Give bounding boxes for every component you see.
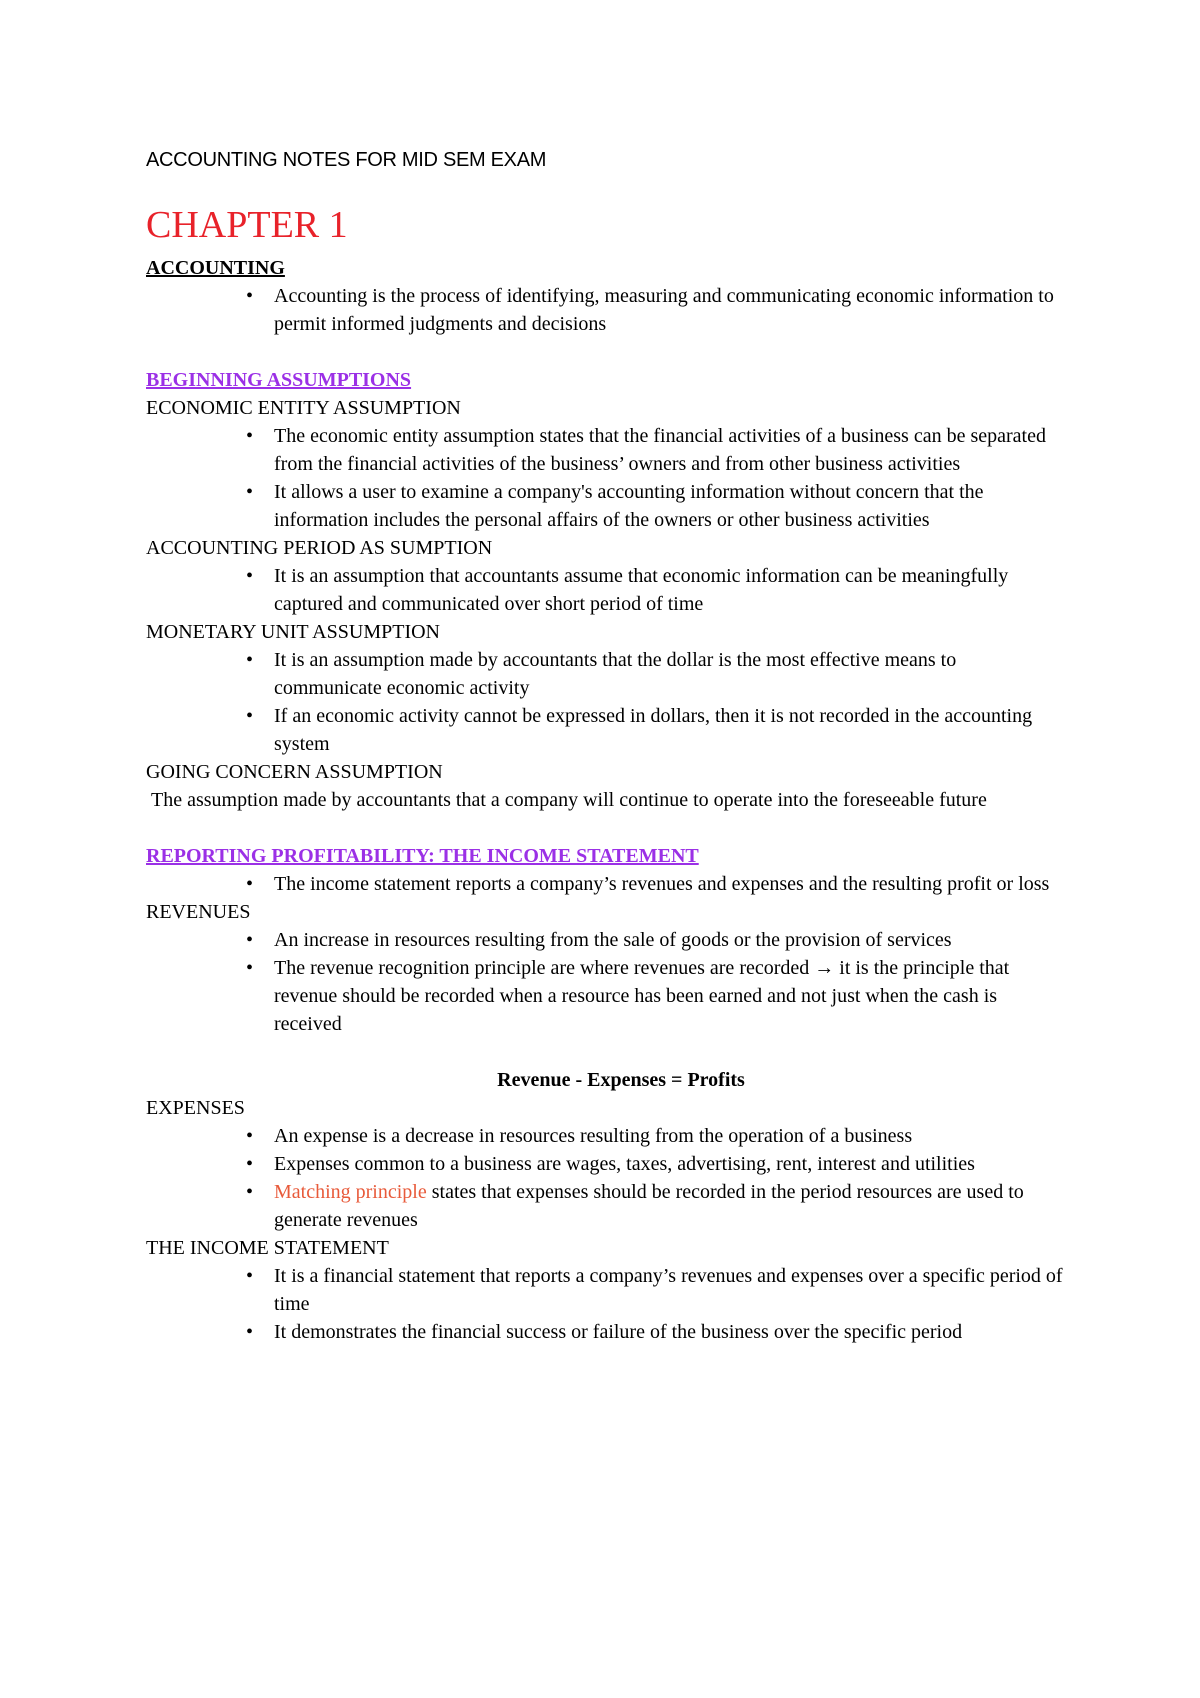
list-item: • It allows a user to examine a company's accounting information without concern that the information includes the personal affairs of the owners or other business activities <box>274 478 1066 534</box>
beginning-assumptions-heading: BEGINNING ASSUMPTIONS <box>146 369 412 391</box>
list-item: • It demonstrates the financial success or failure of the business over the specific period <box>274 1318 1066 1346</box>
list-item: • It is an assumption made by accountants that the dollar is the most effective means to communicate economic activity <box>274 646 1066 702</box>
list-item: • The economic entity assumption states that the financial activities of a business can be separated from the financial activities of the business’ owners and from other business activities <box>274 422 1066 478</box>
monetary-unit-heading: MONETARY UNIT ASSUMPTION <box>146 621 440 643</box>
list-item <box>274 1178 1066 1234</box>
income-statement-heading: THE INCOME STATEMENT <box>146 1237 389 1259</box>
list-item: • Expenses common to a business are wages, taxes, advertising, rent, interest and utilities <box>274 1150 1066 1178</box>
list-item: • An expense is a decrease in resources resulting from the operation of a business <box>274 1122 1066 1150</box>
list-item: • The income statement reports a company’s revenues and expenses and the resulting profit or loss <box>274 870 1066 898</box>
list-item: • The revenue recognition principle are where revenues are recorded → it is the principle that revenue should be recorded when a resource has been earned and not just when the cash is received <box>274 954 1066 1038</box>
accounting-period-heading: ACCOUNTING PERIOD AS SUMPTION <box>146 537 493 559</box>
revenues-heading: REVENUES <box>146 901 251 923</box>
accounting-heading: ACCOUNTING <box>146 257 285 279</box>
accounting-period-list <box>146 562 1066 618</box>
list-item: • It is an assumption that accountants assume that economic information can be meaningfully captured and communicated over short period of time <box>274 562 1066 618</box>
spacer <box>146 1038 1066 1066</box>
list-item: • Accounting is the process of identifying, measuring and communicating economic information to permit informed judgments and decisions <box>274 282 1066 338</box>
document-body <box>146 254 1066 1346</box>
income-statement-list <box>146 1262 1066 1346</box>
reporting-list <box>146 870 1066 898</box>
monetary-unit-list <box>146 646 1066 758</box>
economic-entity-heading: ECONOMIC ENTITY ASSUMPTION <box>146 397 461 419</box>
expenses-heading: EXPENSES <box>146 1097 245 1119</box>
spacer <box>146 814 1066 842</box>
profit-formula: Revenue - Expenses = Profits <box>497 1069 745 1091</box>
list-item: • An increase in resources resulting from the sale of goods or the provision of services <box>274 926 1066 954</box>
list-item: • It is a financial statement that reports a company’s revenues and expenses over a specific period of time <box>274 1262 1066 1318</box>
matching-principle-term: Matching principle <box>274 1181 427 1203</box>
expenses-list <box>146 1122 1066 1234</box>
revenues-list <box>146 926 1066 1038</box>
chapter-heading: CHAPTER 1 <box>146 204 348 246</box>
spacer <box>146 338 1066 366</box>
accounting-list <box>146 282 1066 338</box>
reporting-profitability-heading: REPORTING PROFITABILITY: THE INCOME STATEMENT <box>146 845 699 867</box>
economic-entity-list <box>146 422 1066 534</box>
going-concern-text: The assumption made by accountants that a company will continue to operate into the foreseeable future <box>146 789 987 811</box>
going-concern-heading: GOING CONCERN ASSUMPTION <box>146 761 443 783</box>
list-item: • If an economic activity cannot be expressed in dollars, then it is not recorded in the accounting system <box>274 702 1066 758</box>
matching-principle-text: states that expenses should be recorded in the period resources are used to generate revenues <box>274 1181 1024 1231</box>
document-title: ACCOUNTING NOTES FOR MID SEM EXAM <box>146 149 547 171</box>
